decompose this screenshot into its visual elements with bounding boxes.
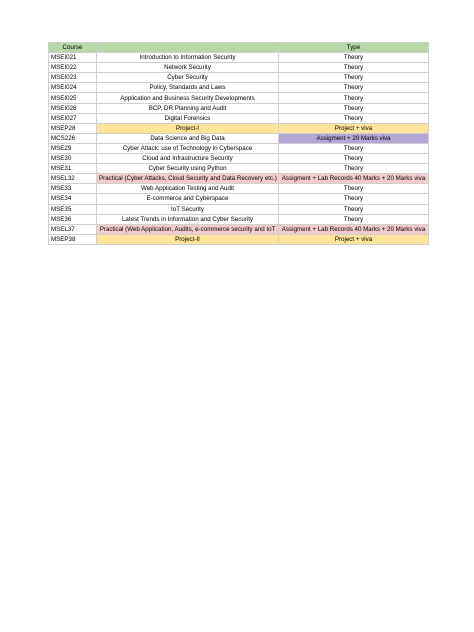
course-type-cell[interactable]: Assigment + Lab Records 40 Marks + 20 Marks viva	[279, 224, 429, 234]
course-type-cell[interactable]: Assigment + 20 Marks viva	[279, 133, 429, 143]
table-row	[49, 143, 429, 153]
course-type-cell[interactable]: Theory	[279, 103, 429, 113]
course-code-cell[interactable]: MSEI025	[49, 93, 97, 103]
table-row	[49, 224, 429, 234]
table-body	[49, 53, 429, 245]
course-name-cell[interactable]: Web Application Testing and Audit	[97, 184, 279, 194]
course-code-cell[interactable]: MSE35	[49, 204, 97, 214]
course-name-cell[interactable]: Practical (Web Application, Audits, e-commerce security and IoT	[97, 224, 279, 234]
course-code-cell[interactable]: MSE33	[49, 184, 97, 194]
course-type-cell[interactable]: Theory	[279, 214, 429, 224]
course-name-cell[interactable]: Application and Business Security Developments	[97, 93, 279, 103]
course-code-cell[interactable]: MSEI027	[49, 113, 97, 123]
course-name-cell[interactable]: Policy, Standards and Laws	[97, 83, 279, 93]
course-code-cell[interactable]: MCS226	[49, 133, 97, 143]
course-code-cell[interactable]: MSEL37	[49, 224, 97, 234]
table-row	[49, 164, 429, 174]
table-row	[49, 113, 429, 123]
table-row	[49, 154, 429, 164]
table-row	[49, 204, 429, 214]
table-row	[49, 214, 429, 224]
course-name-cell[interactable]: BCP, DR Planning and Audit	[97, 103, 279, 113]
course-type-cell[interactable]: Theory	[279, 93, 429, 103]
table-row	[49, 83, 429, 93]
course-type-cell[interactable]: Theory	[279, 73, 429, 83]
course-type-cell[interactable]: Theory	[279, 143, 429, 153]
table-row	[49, 63, 429, 73]
course-type-cell[interactable]: Theory	[279, 204, 429, 214]
course-name-cell[interactable]: Practical (Cyber Attacks, Cloud Security and Data Recovery etc.)	[97, 174, 279, 184]
course-type-cell[interactable]: Theory	[279, 154, 429, 164]
course-code-cell[interactable]: MSEI023	[49, 73, 97, 83]
table-row	[49, 103, 429, 113]
course-name-cell[interactable]: Cyber Security using Python	[97, 164, 279, 174]
table-row	[49, 234, 429, 244]
course-type-cell[interactable]: Project + viva	[279, 234, 429, 244]
course-name-cell[interactable]: Cyber Security	[97, 73, 279, 83]
course-name-cell[interactable]: Digital Forensics	[97, 113, 279, 123]
table-row	[49, 133, 429, 143]
course-name-cell[interactable]: Cloud and Infrastructure Security	[97, 154, 279, 164]
course-code-cell[interactable]: MSEI021	[49, 53, 97, 63]
course-name-cell[interactable]: E-commerce and Cyberspace	[97, 194, 279, 204]
course-name-cell[interactable]: Introduction to Information Security	[97, 53, 279, 63]
course-type-cell[interactable]: Theory	[279, 164, 429, 174]
table-row	[49, 194, 429, 204]
course-type-cell[interactable]: Theory	[279, 63, 429, 73]
course-type-cell[interactable]: Theory	[279, 194, 429, 204]
course-code-cell[interactable]: MSEI026	[49, 103, 97, 113]
course-code-cell[interactable]: MSE29	[49, 143, 97, 153]
course-name-cell[interactable]: Project-II	[97, 234, 279, 244]
course-table	[48, 42, 429, 245]
header-course: Course	[49, 43, 97, 53]
table-row	[49, 174, 429, 184]
table-row	[49, 53, 429, 63]
course-code-cell[interactable]: MSEI022	[49, 63, 97, 73]
header-blank	[97, 43, 279, 53]
course-type-cell[interactable]: Theory	[279, 53, 429, 63]
course-name-cell[interactable]: Latest Trends in Information and Cyber Security	[97, 214, 279, 224]
course-type-cell[interactable]: Theory	[279, 83, 429, 93]
table-row	[49, 73, 429, 83]
course-name-cell[interactable]: IoT Security	[97, 204, 279, 214]
course-code-cell[interactable]: MSEP38	[49, 234, 97, 244]
header-type: Type	[279, 43, 429, 53]
course-code-cell[interactable]: MSEI024	[49, 83, 97, 93]
course-type-cell[interactable]: Theory	[279, 113, 429, 123]
course-code-cell[interactable]: MSE34	[49, 194, 97, 204]
course-code-cell[interactable]: MSE30	[49, 154, 97, 164]
table-row	[49, 184, 429, 194]
course-code-cell[interactable]: MSEL32	[49, 174, 97, 184]
header-row	[49, 43, 429, 53]
course-type-cell[interactable]: Assigment + Lab Records 40 Marks + 20 Marks viva	[279, 174, 429, 184]
course-name-cell[interactable]: Cyber Attack: use of Technology in Cyberspace	[97, 143, 279, 153]
table-row	[49, 93, 429, 103]
course-name-cell[interactable]: Project-I	[97, 123, 279, 133]
course-type-cell[interactable]: Theory	[279, 184, 429, 194]
course-name-cell[interactable]: Data Science and Big Data	[97, 133, 279, 143]
table-row	[49, 123, 429, 133]
course-code-cell[interactable]: MSEP28	[49, 123, 97, 133]
course-name-cell[interactable]: Network Security	[97, 63, 279, 73]
course-code-cell[interactable]: MSE31	[49, 164, 97, 174]
course-code-cell[interactable]: MSE36	[49, 214, 97, 224]
course-type-cell[interactable]: Project + viva	[279, 123, 429, 133]
